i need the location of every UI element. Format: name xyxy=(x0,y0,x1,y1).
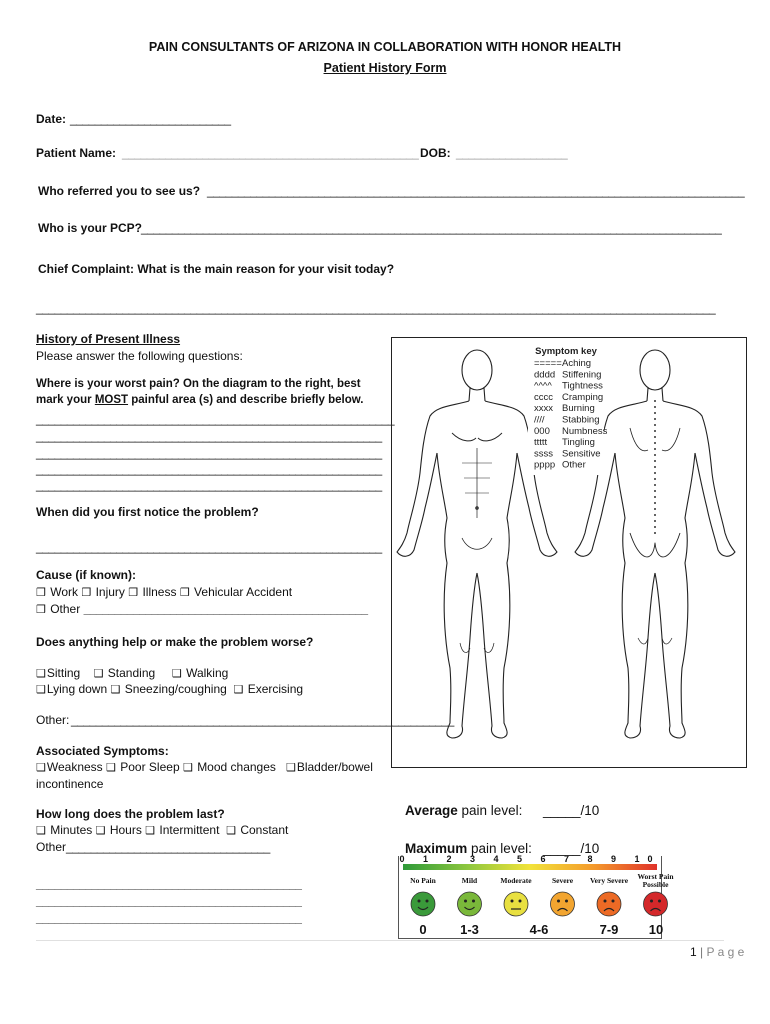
pain-range-label: 1-3 xyxy=(460,922,479,937)
checkbox-icon[interactable]: ❑ xyxy=(171,668,182,680)
form-title: PAIN CONSULTANTS OF ARIZONA IN COLLABORATION WITH HONOR HEALTH xyxy=(148,40,622,54)
symptom-key-code: //// xyxy=(534,414,545,426)
pain-range-label: 10 xyxy=(648,922,664,937)
pain-gradient-bar xyxy=(403,864,657,870)
help-option-lying-down[interactable]: ❑Lying down xyxy=(36,682,108,696)
duration-other-field[interactable]: _________________________________ xyxy=(66,840,270,854)
help-worse-question: Does anything help or make the problem worse? xyxy=(36,635,314,649)
date-label: Date: xyxy=(36,112,67,126)
checkbox-icon[interactable]: ❑ xyxy=(285,762,296,774)
worst-pain-q-pre: mark your xyxy=(36,394,95,406)
symptom-key-label: Other xyxy=(562,459,586,471)
cause-other-row xyxy=(36,602,368,616)
checkbox-icon[interactable]: ❑ xyxy=(36,668,46,680)
symptom-key-code: 000 xyxy=(534,425,550,437)
body-diagram-frame[interactable] xyxy=(391,337,747,768)
pain-scale-top-numbers: 0 1 2 3 4 5 6 7 8 9 10 xyxy=(399,854,661,864)
checkbox-icon[interactable]: ❑ xyxy=(110,684,121,696)
symptom-key-label: Cramping xyxy=(562,391,604,403)
assoc-option-bladder[interactable]: ❑Bladder/bowel xyxy=(285,760,373,774)
symptom-key-label: Aching xyxy=(562,358,592,369)
cause-option-illness[interactable]: ❒ Illness xyxy=(128,585,177,599)
duration-option-intermittent[interactable]: ❑ Intermittent xyxy=(145,823,220,837)
first-notice-field[interactable]: ________________________________________________________ xyxy=(36,540,382,554)
pain-face-label: Moderate xyxy=(500,876,532,885)
duration-other-label: Other xyxy=(36,840,67,854)
worst-pain-answer-line-2[interactable]: ________________________________________________________ xyxy=(36,429,382,443)
cause-option-vehicular[interactable]: ❒ Vehicular Accident xyxy=(179,585,293,599)
average-pain-row xyxy=(405,803,522,818)
help-option-sitting[interactable]: ❑Sitting xyxy=(36,666,81,680)
pain-scale-graphic xyxy=(398,854,674,939)
pain-face xyxy=(551,876,575,916)
form-subtitle: Patient History Form xyxy=(323,61,447,75)
pain-face-icon xyxy=(504,892,528,916)
pain-face-icon xyxy=(458,892,482,916)
pain-face xyxy=(637,872,674,916)
pain-face-icon xyxy=(644,892,668,916)
extra-line-2[interactable]: ___________________________________________ xyxy=(36,894,302,908)
checkbox-icon[interactable]: ❑ xyxy=(106,762,116,774)
worst-pain-question-line2 xyxy=(36,394,363,406)
worst-pain-answer-line-4[interactable]: ________________________________________________________ xyxy=(36,462,382,476)
duration-other-row xyxy=(36,840,284,854)
pcp-field[interactable]: ______________________________________________________________________________________________ xyxy=(141,221,722,235)
maximum-pain-field[interactable]: _____/10 xyxy=(543,841,600,856)
pain-range-label: 0 xyxy=(419,922,427,937)
checkbox-icon[interactable]: ❒ xyxy=(179,587,190,599)
checkbox-icon[interactable]: ❒ xyxy=(128,587,139,599)
symptom-key-label: Stiffening xyxy=(562,369,602,381)
duration-question: How long does the problem last? xyxy=(36,807,225,821)
checkbox-icon[interactable]: ❑ xyxy=(226,825,236,837)
maximum-pain-label: pain level: xyxy=(467,841,532,856)
duration-option-minutes[interactable]: ❑ Minutes xyxy=(36,823,93,837)
duration-option-constant[interactable]: ❑ Constant xyxy=(226,823,289,837)
symptom-key-code: xxxx xyxy=(534,403,553,415)
help-option-sneezing[interactable]: ❑ Sneezing/coughing xyxy=(110,682,227,696)
checkbox-icon[interactable]: ❑ xyxy=(36,825,46,837)
page-label: P a g e xyxy=(706,945,745,959)
pain-face-label: Mild xyxy=(461,876,478,885)
symptom-key-label: Tightness xyxy=(562,380,603,392)
help-option-walking[interactable]: ❑ Walking xyxy=(171,666,229,680)
symptom-key xyxy=(528,340,608,475)
symptom-key-code: cccc xyxy=(534,391,553,403)
checkbox-icon[interactable]: ❒ xyxy=(36,587,46,599)
cause-other-field[interactable]: ______________________________________________ xyxy=(83,602,368,616)
first-notice-question: When did you first notice the problem? xyxy=(36,505,259,519)
page-footer: 1 | P a g e xyxy=(690,945,745,959)
symptom-key-code: ssss xyxy=(534,448,553,460)
symptom-key-label: Sensitive xyxy=(562,448,601,460)
symptom-key-code: pppp xyxy=(534,459,556,471)
cause-label: Cause (if known): xyxy=(36,568,137,582)
cause-options-row xyxy=(36,585,292,599)
pain-face xyxy=(458,876,482,916)
average-pain-label: pain level: xyxy=(457,803,523,818)
checkbox-icon[interactable]: ❒ xyxy=(81,587,92,599)
dob-field[interactable]: __________________ xyxy=(456,146,568,160)
hpi-instructions: Please answer the following questions: xyxy=(36,349,243,363)
cause-option-injury[interactable]: ❒ Injury xyxy=(81,585,125,599)
help-option-exercising[interactable]: ❑ Exercising xyxy=(233,682,304,696)
pain-scale-svg xyxy=(399,854,674,938)
pain-range-label: 7-9 xyxy=(599,922,619,937)
associated-symptoms-continued: incontinence xyxy=(36,777,104,791)
page-number: 1 xyxy=(690,945,697,959)
pain-face xyxy=(500,876,532,916)
pain-face xyxy=(410,876,436,916)
pain-faces xyxy=(410,872,674,937)
assoc-option-poor-sleep[interactable]: ❑ Poor Sleep xyxy=(106,760,180,774)
symptom-key-code: dddd xyxy=(534,369,556,381)
footer-rule xyxy=(36,940,724,941)
cause-option-work[interactable]: ❒ Work xyxy=(36,585,78,599)
symptom-key-code: ===== xyxy=(534,358,562,369)
help-other-field[interactable]: ______________________________________________________________ xyxy=(71,713,454,727)
hpi-heading: History of Present Illness xyxy=(36,332,181,346)
assoc-option-weakness[interactable]: ❑Weakness xyxy=(36,760,103,774)
worst-pain-q-post: painful area (s) and describe briefly below. xyxy=(128,394,364,406)
pain-face-label: No Pain xyxy=(410,876,436,885)
help-options-row2 xyxy=(36,682,303,696)
symptom-key-title: Symptom key xyxy=(535,346,597,357)
pain-face xyxy=(590,876,629,916)
assoc-option-mood[interactable]: ❑ Mood changes xyxy=(182,760,276,774)
extra-line-1[interactable]: ___________________________________________ xyxy=(36,877,302,891)
pain-face-label: Severe xyxy=(551,876,574,885)
pain-face-icon xyxy=(411,892,435,916)
associated-symptoms-label: Associated Symptoms: xyxy=(36,744,169,758)
referred-field[interactable]: _______________________________________________________________________________________ xyxy=(207,184,745,198)
date-field[interactable]: __________________________ xyxy=(70,112,231,126)
extra-line-3[interactable]: ___________________________________________ xyxy=(36,911,302,925)
pain-face-icon xyxy=(551,892,575,916)
duration-options-row xyxy=(36,823,288,837)
checkbox-icon[interactable]: ❑ xyxy=(95,825,106,837)
body-diagram[interactable] xyxy=(392,338,746,767)
checkbox-icon[interactable]: ❑ xyxy=(182,762,193,774)
checkbox-icon[interactable]: ❑ xyxy=(36,762,46,774)
referred-label: Who referred you to see us? xyxy=(38,184,201,198)
symptom-key-label: Stabbing xyxy=(562,414,600,426)
associated-symptoms-row xyxy=(36,760,373,774)
pain-face-icon xyxy=(597,892,621,916)
duration-option-hours[interactable]: ❑ Hours xyxy=(95,823,142,837)
cause-option-other[interactable]: ❒ Other xyxy=(36,602,81,616)
pain-face-label: Worst Pain xyxy=(637,872,674,881)
symptom-key-label: Burning xyxy=(562,403,595,415)
checkbox-icon[interactable]: ❑ xyxy=(145,825,156,837)
average-pain-field[interactable]: _____/10 xyxy=(543,803,600,818)
help-other-label: Other: xyxy=(36,713,70,727)
worst-pain-answer-line-5[interactable]: ________________________________________________________ xyxy=(36,478,382,492)
worst-pain-question-line1: Where is your worst pain? On the diagram to the right, best xyxy=(36,378,361,390)
checkbox-icon[interactable]: ❒ xyxy=(36,604,46,616)
worst-pain-q-most: MOST xyxy=(94,394,129,406)
average-pain-bold: Average xyxy=(405,803,458,818)
chief-complaint-field[interactable]: ______________________________________________________________________________________________________________ xyxy=(36,301,716,315)
pain-range-label: 4-6 xyxy=(529,922,549,937)
symptom-key-code: ^^^^ xyxy=(534,380,552,392)
help-options-row1 xyxy=(36,666,228,680)
patient-name-field[interactable]: ________________________________________________ xyxy=(122,146,419,160)
chief-complaint-label: Chief Complaint: What is the main reason for your visit today? xyxy=(38,262,395,276)
symptom-key-label: Tingling xyxy=(562,437,595,449)
pain-face-label: Possible xyxy=(642,880,669,889)
worst-pain-answer-line-3[interactable]: ________________________________________________________ xyxy=(36,446,382,460)
checkbox-icon[interactable]: ❑ xyxy=(93,668,104,680)
pcp-label: Who is your PCP? xyxy=(38,221,143,235)
symptom-key-code: ttttt xyxy=(534,437,548,449)
patient-name-label: Patient Name: xyxy=(36,146,117,160)
checkbox-icon[interactable]: ❑ xyxy=(36,684,46,696)
worst-pain-answer-line-1[interactable]: __________________________________________________________ xyxy=(36,412,395,426)
help-option-standing[interactable]: ❑ Standing xyxy=(93,666,156,680)
maximum-pain-bold: Maximum xyxy=(405,841,468,856)
pain-face-label: Very Severe xyxy=(589,876,629,885)
symptom-key-label: Numbness xyxy=(562,425,608,437)
dob-label: DOB: xyxy=(420,146,451,160)
checkbox-icon[interactable]: ❑ xyxy=(233,684,244,696)
